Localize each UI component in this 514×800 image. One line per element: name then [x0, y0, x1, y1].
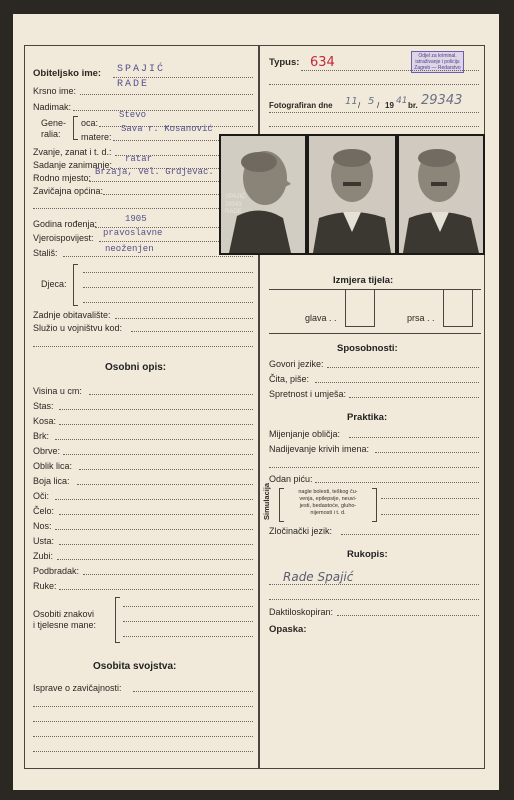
- personal-desc-heading: Osobni opis:: [105, 362, 167, 373]
- blank-right-2: [269, 599, 479, 600]
- fingerprint-line: [337, 615, 479, 616]
- generalia-label-2: ralia:: [41, 129, 61, 139]
- face-shape-line: [79, 469, 253, 470]
- generalia-brace: [73, 116, 78, 140]
- build-line: [59, 409, 253, 410]
- nose-line: [55, 529, 253, 530]
- mouth-line: [59, 544, 253, 545]
- build-label: Stas:: [33, 401, 54, 411]
- birth-year-value: 1905: [125, 214, 147, 224]
- slash-2: /: [377, 101, 380, 110]
- skill-label: Spretnost i umješa:: [269, 389, 347, 399]
- hands-line: [59, 589, 253, 590]
- height-label: Visina u cm:: [33, 386, 82, 396]
- beard-line: [55, 439, 253, 440]
- wrong-names-line: [375, 452, 479, 453]
- number-label: br.: [408, 101, 418, 110]
- simulation-text-2: venja, epilepsije, neuvi-: [299, 496, 357, 502]
- children-line-3: [83, 302, 253, 303]
- typus-line-2: [269, 84, 479, 85]
- typus-line: [301, 70, 479, 71]
- languages-line: [327, 367, 479, 368]
- alcohol-line: [315, 482, 479, 483]
- blank-line-4: [33, 721, 253, 722]
- marital-line: [63, 256, 253, 257]
- blank-line-6: [33, 751, 253, 752]
- handwriting-heading: Rukopis:: [347, 549, 388, 560]
- teeth-label: Zubi:: [33, 551, 54, 561]
- surname-label: Obiteljsko ime:: [33, 68, 102, 79]
- surname-value: SPAJIĆ: [117, 64, 166, 75]
- nickname-line: [73, 110, 253, 111]
- photo-line-2: [269, 126, 479, 127]
- caption-line-1: SPAJIĆ: [225, 194, 246, 200]
- special-marks-label-2: i tjelesne mane:: [33, 620, 97, 630]
- face-color-label: Boja lica:: [33, 476, 70, 486]
- height-line: [89, 394, 253, 395]
- birthplace-value: Brzaja, Vel. Grdjevac.: [95, 167, 214, 177]
- languages-label: Govori jezike:: [269, 359, 324, 369]
- military-label: Služio u vojništvu kod:: [33, 323, 123, 333]
- measure-bottom-rule: [269, 333, 481, 334]
- occupation-label: Sadanje zanimanje:: [33, 160, 113, 170]
- religion-value: pravoslavne: [103, 228, 163, 238]
- fingerprint-label: Daktiloskopiran:: [269, 607, 334, 617]
- frontal-photo: [309, 136, 395, 253]
- children-brace: [73, 264, 78, 306]
- chest-measure-box: [443, 289, 473, 327]
- abilities-heading: Sposobnosti:: [337, 343, 398, 354]
- photo-day: 11: [345, 96, 358, 107]
- eyes-label: Oči:: [33, 491, 50, 501]
- face-color-line: [77, 484, 253, 485]
- blank-line-5: [33, 736, 253, 737]
- practice-heading: Praktika:: [347, 412, 388, 423]
- measurements-heading: Izmjera tijela:: [333, 275, 394, 286]
- profile-photo: [221, 136, 305, 253]
- special-qualities-heading: Osobita svojstva:: [93, 661, 177, 672]
- birth-year-label: Godina rođenja:: [33, 219, 98, 229]
- first-name-label: Krsno ime:: [33, 86, 77, 96]
- special-marks-line-1: [123, 606, 253, 607]
- home-docs-label: Isprave o zavičajnosti:: [33, 683, 122, 693]
- eyes-line: [55, 499, 253, 500]
- simulation-label: Simulacija: [262, 482, 271, 520]
- special-marks-line-2: [123, 621, 253, 622]
- forehead-label: Čelo:: [33, 506, 55, 516]
- eyebrows-line: [63, 454, 253, 455]
- chest-label: prsa . .: [407, 313, 435, 323]
- simulation-text-1: nagle bolesti, teškog ču-: [298, 489, 358, 495]
- simulation-text-3: jesti, bedastoće, gluho-: [299, 503, 357, 509]
- special-marks-line-3: [123, 636, 253, 637]
- special-marks-label-1: Osobiti znakovi: [33, 609, 95, 619]
- stamp-line-1: Odjel za kriminal.: [418, 53, 457, 59]
- last-residence-label: Zadnje obitavalište:: [33, 310, 111, 320]
- surname-line: [113, 77, 253, 78]
- forehead-line: [59, 514, 253, 515]
- marital-value: neoženjen: [105, 244, 154, 254]
- blank-line-2: [33, 346, 253, 347]
- last-residence-line: [115, 318, 253, 319]
- children-line-1: [83, 272, 253, 273]
- special-marks-brace: [115, 597, 120, 643]
- chin-line: [83, 574, 253, 575]
- criminal-lang-line: [341, 534, 479, 535]
- photo-line: [269, 112, 479, 113]
- slash-1: /: [358, 101, 361, 110]
- signature: Rade Spajić: [283, 570, 354, 584]
- photo-month: 5: [368, 96, 375, 107]
- photographed-label: Fotografiran dne: [269, 101, 333, 110]
- home-docs-line: [133, 691, 253, 692]
- children-label: Djeca:: [41, 279, 67, 289]
- stamp-line-3: Zagreb — Redarstvo: [414, 65, 461, 71]
- reads-writes-label: Čita, piše:: [269, 374, 310, 384]
- first-name-line: [80, 94, 253, 95]
- photo-year: 41: [396, 96, 408, 106]
- head-label: glava . .: [305, 313, 337, 323]
- simulation-line-1: [381, 498, 479, 499]
- marital-label: Stališ:: [33, 248, 58, 258]
- father-value: Stevo: [119, 110, 147, 120]
- children-line-2: [83, 287, 253, 288]
- military-line: [131, 331, 253, 332]
- photo-number: 29343: [421, 93, 463, 108]
- remark-label: Opaska:: [269, 624, 307, 635]
- caption-line-2: 29343 RADE: [225, 202, 242, 215]
- nickname-label: Nadimak:: [33, 102, 72, 112]
- birthplace-label: Rodno mjesto:: [33, 173, 92, 183]
- simulation-brace-right: [372, 488, 377, 522]
- hands-label: Ruke:: [33, 581, 57, 591]
- hair-label: Kosa:: [33, 416, 57, 426]
- nose-label: Nos:: [33, 521, 52, 531]
- signature-line: [269, 584, 479, 585]
- simulation-line-2: [381, 514, 479, 515]
- occupation-value: ratar: [125, 154, 153, 164]
- typus-value: 634: [310, 55, 335, 70]
- simulation-brace-left: [279, 488, 284, 522]
- mugshot-strip: [219, 134, 485, 255]
- first-name-value: RADE: [117, 79, 150, 90]
- skill-line: [349, 397, 479, 398]
- father-label: oca:: [81, 118, 99, 128]
- teeth-line: [57, 559, 253, 560]
- blank-right-1: [269, 467, 479, 468]
- head-measure-box: [345, 289, 375, 327]
- hair-line: [59, 424, 253, 425]
- record-sheet: [13, 14, 499, 790]
- chin-label: Podbradak:: [33, 566, 80, 576]
- generalia-label-1: Gene-: [41, 118, 67, 128]
- year-prefix: 19: [385, 101, 394, 110]
- religion-label: Vjeroispovijest:: [33, 233, 94, 243]
- beard-label: Brk:: [33, 431, 50, 441]
- blank-line-3: [33, 706, 253, 707]
- stamp-line-2: istraživanje i policiju: [415, 59, 460, 65]
- home-municipality-label: Zavičajna općina:: [33, 186, 104, 196]
- face-shape-label: Oblik lica:: [33, 461, 73, 471]
- reads-writes-line: [315, 382, 479, 383]
- face-change-label: Mijenjanje obličja:: [269, 429, 341, 439]
- eyebrows-label: Obrve:: [33, 446, 61, 456]
- title-label: Zvanje, zanat i t. d.:: [33, 147, 112, 157]
- face-change-line: [349, 437, 479, 438]
- mother-label: matere:: [81, 132, 112, 142]
- three-quarter-photo: [399, 136, 483, 253]
- typus-label: Typus:: [269, 57, 300, 68]
- alcohol-label: Odan piću:: [269, 474, 313, 484]
- wrong-names-label: Nadijevanje krivih imena:: [269, 444, 370, 454]
- mouth-label: Usta:: [33, 536, 55, 546]
- simulation-text-4: nijemosti i t. d.: [310, 510, 346, 516]
- criminal-lang-label: Zločinački jezik:: [269, 526, 333, 536]
- mother-value: Sava r. Kosanović: [121, 124, 213, 134]
